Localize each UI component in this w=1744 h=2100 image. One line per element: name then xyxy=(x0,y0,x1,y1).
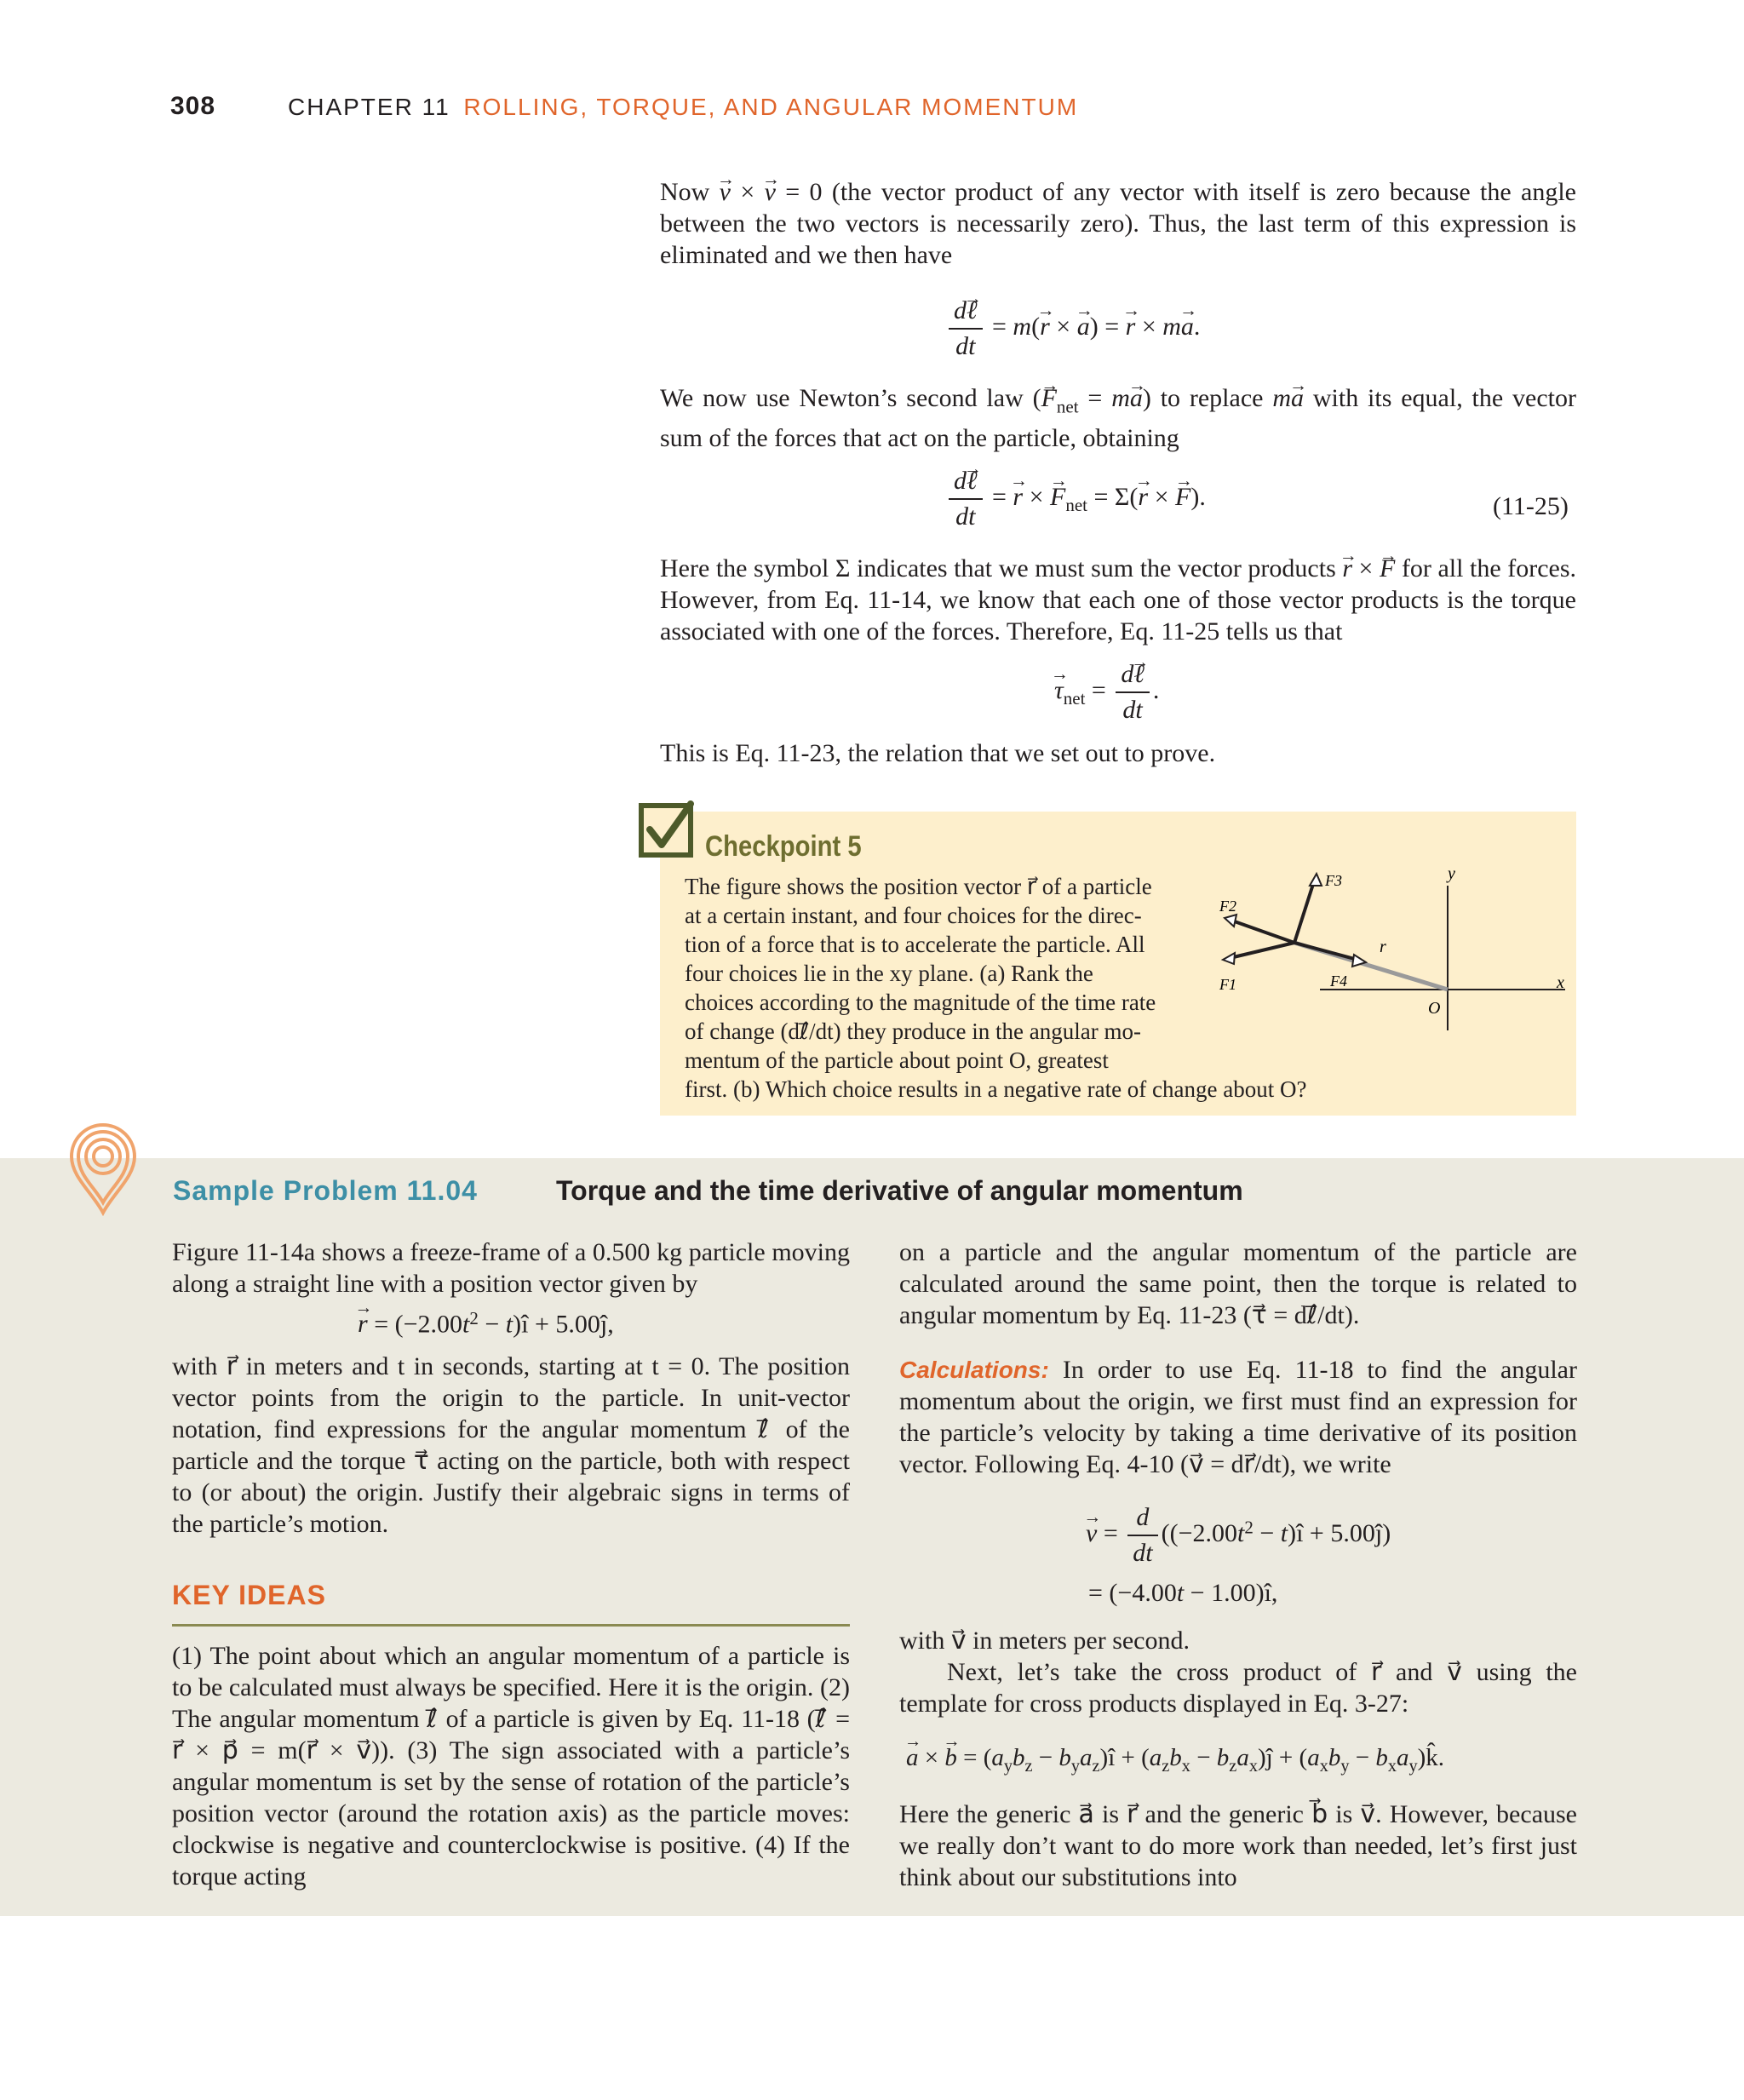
checkpoint-line: at a certain instant, and four choices for the direc- xyxy=(685,903,1142,928)
chapter-heading xyxy=(288,94,1078,121)
sp-right-p1 xyxy=(899,1236,1577,1331)
paragraph-proof xyxy=(660,737,1576,769)
equation-dl-dt: $\frac{\text{d→ ℓ}}{dt}$ = m(→ r × → a) = → r × m→ a. xyxy=(945,294,1200,364)
sp-right-p2 xyxy=(899,1354,1577,1480)
paragraph-newton: We now use Newton’s second law (→ $F_{net} = m\to a$) to replace m→ a with its equal, the vector sum of the forces that act on the particle, obtaining xyxy=(660,382,1576,454)
origin-label: O xyxy=(1428,999,1441,1018)
force-f4 xyxy=(1294,943,1361,961)
calculations-label: Calculations: xyxy=(899,1357,1049,1383)
sp-right-p1-text: on a particle and the angular momentum of the particle are calculated around the same point, then the torque is related to angular momentum by Eq. 11-23 (τ⃗ = dℓ⃗/dt). xyxy=(899,1238,1577,1329)
checkpoint-line: tion of a force that is to accelerate the particle. All xyxy=(685,932,1145,957)
y-axis-label: y xyxy=(1448,864,1455,883)
newton-text-1: We now use Newton’s second law ( xyxy=(660,384,1041,412)
r-label: r xyxy=(1380,938,1386,956)
checkpoint-line: mentum of the particle about point O, greatest xyxy=(685,1047,1109,1073)
f2-label: F2 xyxy=(1219,898,1236,915)
key-ideas-heading: KEY IDEAS xyxy=(172,1580,326,1610)
equation-velocity-result: = (−4.00t − 1.00)î, xyxy=(1088,1579,1278,1607)
checkpoint-line: choices according to the magnitude of the time rate xyxy=(685,990,1156,1015)
sp-left-p1 xyxy=(172,1236,850,1300)
checkpoint-text xyxy=(685,872,1307,1104)
paragraph-now: Now → v × → v = 0 (the vector product of any vector with itself is zero because the angle between the two vectors is necessarily zero). Thus, the last term of this expression is eliminated and we then have xyxy=(660,176,1576,271)
checkbox-icon xyxy=(638,799,697,860)
f4-label: F4 xyxy=(1330,973,1347,990)
checkpoint-line: four choices lie in the xy plane. (a) Rank the xyxy=(685,961,1093,986)
paragraph-now-text: (the vector product of any vector with itself is zero because the angle between the two vectors is necessarily zero). Thus, the last term of this expression is eliminated and we then have xyxy=(660,178,1576,269)
equation-position: → $r = (-2.00t^2$ − t)î + 5.00ĵ, xyxy=(358,1310,614,1337)
equation-velocity: → v = $\frac{d}{dt}$ (($-2.00t^2$ − t)î + 5.00ĵ) xyxy=(1086,1500,1391,1570)
force-f1 xyxy=(1226,943,1294,959)
sp-right-p4-text: Next, let’s take the cross product of r⃗ and v⃗ using the template for cross products displayed in Eq. 3-27: xyxy=(899,1658,1577,1718)
equation-torque-net: → $\tau_{net}$ = $\frac{\text{d→ ℓ}}{dt}$ . xyxy=(1054,657,1159,727)
paragraph-sigma: Here the symbol Σ indicates that we must sum the vector products → r × → F for all the forces. However, from Eq. 11-14, we know that each one of those vector products is the torque associated with one of the forces. Therefore, Eq. 11-25 tells us that xyxy=(660,553,1576,647)
page-number: 308 xyxy=(170,92,216,120)
newton-text-2: ) to replace xyxy=(1142,384,1264,412)
sp-right-p2-text: In order to use Eq. 11-18 to find the angular momentum about the origin, we first must find an expression for the particle’s velocity by taking a time derivative of its position vector. Following Eq. 4-10 (v⃗ = dr⃗/dt), we write xyxy=(899,1356,1577,1478)
x-axis-label: x xyxy=(1557,973,1564,992)
chapter-label: CHAPTER 11 xyxy=(288,94,450,120)
f3-label: F3 xyxy=(1325,872,1342,889)
newton-text-3: with its equal, the vector sum of the forces that act on the particle, obtaining xyxy=(660,384,1577,453)
checkpoint-line: of change (dℓ⃗/dt) they produce in the angular mo- xyxy=(685,1018,1141,1044)
sp-left-p2 xyxy=(172,1351,850,1540)
key-ideas-rule xyxy=(172,1624,850,1627)
sample-problem-title: Torque and the time derivative of angular momentum xyxy=(556,1175,1243,1206)
checkpoint-line: first. (b) Which choice results in a negative rate of change about O? xyxy=(685,1076,1307,1102)
key-ideas-paragraph: (1) The point about which an angular momentum of a particle is to be calculated must always be specified. Here it is the origin. (2) The angular momentum ℓ⃗ of a particle is given by Eq. 11-18 (ℓ⃗ = r⃗ × p⃗ = m(r⃗ × v⃗)). (3) The sign associated with a particle’s angular momentum is set by the sense of rotation of the particle’s position vector (around the rotation axis) as the particle moves: clockwise is negative and counterclockwise is positive. (4) If the torque acting xyxy=(172,1642,850,1891)
sp-right-p3 xyxy=(899,1625,1577,1656)
force-f2 xyxy=(1230,920,1294,943)
sp-right-p5-text: Here the generic a⃗ is r⃗ and the generic b⃗ is v⃗. However, because we really don’t want to do more work than needed, let’s first just think about our substitutions into xyxy=(899,1800,1577,1891)
page-header xyxy=(170,92,1575,126)
sp-left-p1-text: Figure 11-14a shows a freeze-frame of a 0.500 kg particle moving along a straight line with a position vector given by xyxy=(172,1238,850,1298)
f1-label: F1 xyxy=(1219,976,1236,993)
location-pin-icon xyxy=(66,1121,140,1216)
sigma-text-1: Here the symbol Σ indicates that we must sum the vector products xyxy=(660,554,1336,582)
proof-text: This is Eq. 11-23, the relation that we set out to prove. xyxy=(660,739,1216,767)
equation-cross-product: → a × → $b = (a_yb_z$ − $b_ya_z)î + (a_zb_x$ − $b_za_x)ĵ + (a_xb_y$ − $b_xa_y)k̂$. xyxy=(906,1746,1444,1775)
equation-11-25: $\frac{\text{d→ ℓ}}{dt}$ = → r × → $F_{net} = \Sigma(\to r$ × → F). xyxy=(945,464,1206,534)
checkpoint-title: Checkpoint 5 xyxy=(705,830,862,863)
sample-problem-label: Sample Problem 11.04 xyxy=(173,1175,478,1206)
force-diagram xyxy=(1218,860,1575,1056)
sp-right-p5 xyxy=(899,1799,1577,1893)
sp-left-p2-text: with r⃗ in meters and t in seconds, starting at t = 0. The position vector points from the origin to the particle. In unit-vector notation, find expressions for the angular momentum ℓ⃗ of the particle and the torque τ⃗ acting on the particle, both with respect to (or about) the origin. Justify their algebraic signs in terms of the particle’s motion. xyxy=(172,1352,850,1538)
key-ideas-text xyxy=(172,1640,850,1892)
sp-right-p4 xyxy=(899,1656,1577,1719)
sp-right-p3-text: with v⃗ in meters per second. xyxy=(899,1627,1190,1655)
force-f3 xyxy=(1294,879,1315,943)
chapter-title: ROLLING, TORQUE, AND ANGULAR MOMENTUM xyxy=(463,94,1079,120)
equation-number: (11-25) xyxy=(1493,492,1569,520)
checkpoint-line: The figure shows the position vector r⃗ of a particle xyxy=(685,874,1152,899)
sigma-text-2: for all the forces. However, from Eq. 11-14, we know that each one of those vector products is the torque associated with one of the forces. Therefore, Eq. 11-25 tells us that xyxy=(660,554,1577,645)
